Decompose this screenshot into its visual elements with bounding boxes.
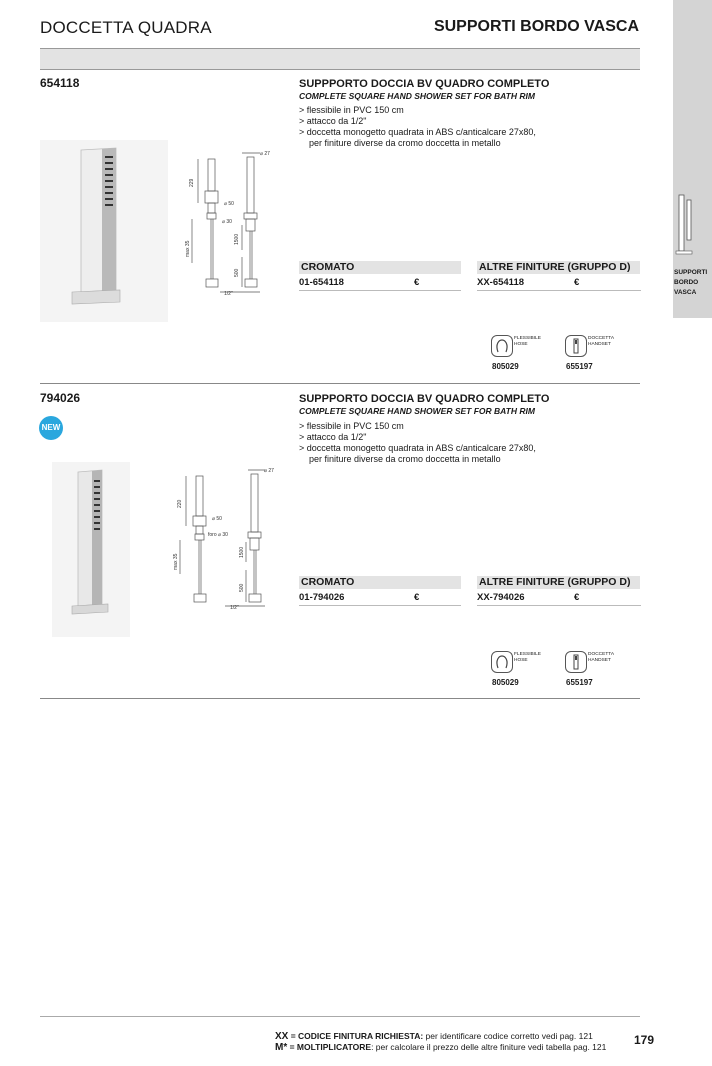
footer-line-xx: XX = CODICE FINITURA RICHIESTA: per identificare codice corretto vedi pag. 121 bbox=[275, 1031, 593, 1042]
finish-chrome-code: 01-794026 bbox=[299, 592, 345, 603]
feature-item: > doccetta monogetto quadrata in ABS c/anticalcare 27x80, bbox=[299, 127, 536, 137]
accessory-code: 805029 bbox=[492, 678, 519, 687]
section-divider bbox=[40, 383, 640, 384]
dim-hose: 1500 bbox=[239, 546, 245, 558]
product-subtitle: COMPLETE SQUARE HAND SHOWER SET FOR BATH RIM bbox=[299, 406, 535, 416]
dim-top: ⌀ 27 bbox=[260, 151, 270, 157]
dim-hose: 1500 bbox=[234, 233, 240, 245]
dim-base: ⌀ 30 bbox=[222, 219, 232, 225]
new-badge: NEW bbox=[39, 416, 63, 440]
finish-other-row bbox=[477, 591, 641, 606]
dim-thread: 1/2" bbox=[224, 291, 233, 297]
accessory-code: 655197 bbox=[566, 678, 593, 687]
product-photo bbox=[40, 140, 168, 322]
header-right-title: SUPPORTI BORDO VASCA bbox=[433, 18, 639, 35]
finish-other-code: XX-794026 bbox=[477, 592, 525, 603]
accessory-handset[interactable]: DOCCETTA HANDSET 655197 bbox=[566, 336, 615, 371]
page-number: 179 bbox=[634, 1033, 655, 1047]
side-tab-shower-icon bbox=[673, 190, 712, 260]
product-photo bbox=[52, 462, 130, 637]
dim-hand-height: 220 bbox=[177, 499, 183, 508]
accessory-handset[interactable]: DOCCETTA HANDSET 655197 bbox=[566, 652, 615, 687]
section-divider bbox=[40, 698, 640, 699]
dim-base: foro ⌀ 30 bbox=[208, 532, 228, 538]
finish-chrome-header: CROMATO bbox=[299, 576, 461, 589]
price-currency: € bbox=[574, 592, 580, 603]
feature-item: > flessibile in PVC 150 cm bbox=[299, 105, 404, 115]
footer-divider bbox=[40, 1016, 640, 1017]
dim-mid: ⌀ 50 bbox=[212, 516, 222, 522]
dim-mid: ⌀ 50 bbox=[224, 201, 234, 207]
technical-drawing bbox=[170, 462, 285, 614]
price-currency: € bbox=[574, 277, 580, 288]
feature-item: per finiture diverse da cromo doccetta in metallo bbox=[309, 454, 501, 464]
finish-other-code: XX-654118 bbox=[477, 277, 525, 288]
feature-list bbox=[299, 421, 619, 465]
header-left-title: DOCCETTA QUADRA bbox=[40, 18, 212, 37]
price-currency: € bbox=[414, 277, 420, 288]
dim-thread: 1/2" bbox=[230, 605, 239, 611]
accessory-code: 805029 bbox=[492, 362, 519, 371]
feature-item: per finiture diverse da cromo doccetta in metallo bbox=[309, 138, 501, 148]
product-title: SUPPPORTO DOCCIA BV QUADRO COMPLETO bbox=[299, 78, 550, 90]
dim-top: ⌀ 27 bbox=[264, 468, 274, 474]
footer-legend bbox=[275, 1031, 630, 1053]
finish-other-header: ALTRE FINITURE (GRUPPO D) bbox=[477, 576, 640, 589]
finish-chrome-header: CROMATO bbox=[299, 261, 461, 274]
feature-item: > attacco da 1/2" bbox=[299, 116, 367, 126]
dim-low: 500 bbox=[234, 268, 240, 277]
footer-line-m: M* = MOLTIPLICATORE: per calcolare il prezzo delle altre finiture vedi tabella pag. 121 bbox=[275, 1042, 607, 1053]
dim-low: 500 bbox=[239, 583, 245, 592]
side-tab-label: SUPPORTI BORDO VASCA bbox=[674, 269, 708, 296]
dim-max: max 35 bbox=[173, 553, 179, 570]
header-band bbox=[40, 48, 640, 70]
price-currency: € bbox=[414, 592, 420, 603]
technical-drawing bbox=[180, 145, 285, 297]
finish-chrome-row bbox=[299, 591, 461, 606]
product-subtitle: COMPLETE SQUARE HAND SHOWER SET FOR BATH RIM bbox=[299, 91, 535, 101]
feature-item: > doccetta monogetto quadrata in ABS c/anticalcare 27x80, bbox=[299, 443, 536, 453]
feature-item: > attacco da 1/2" bbox=[299, 432, 367, 442]
finish-chrome-code: 01-654118 bbox=[299, 277, 344, 288]
accessory-hose[interactable]: FLESSIBILE HOSE 805029 bbox=[492, 652, 541, 687]
dim-hand-height: 229 bbox=[189, 178, 195, 187]
dim-max: max 35 bbox=[185, 240, 191, 257]
finish-chrome-row bbox=[299, 276, 461, 291]
product-title: SUPPPORTO DOCCIA BV QUADRO COMPLETO bbox=[299, 393, 550, 405]
finish-other-header: ALTRE FINITURE (GRUPPO D) bbox=[477, 261, 640, 274]
feature-item: > flessibile in PVC 150 cm bbox=[299, 421, 404, 431]
product-code: 654118 bbox=[40, 76, 80, 90]
accessory-code: 655197 bbox=[566, 362, 593, 371]
product-code: 794026 bbox=[40, 391, 81, 405]
accessory-hose[interactable]: FLESSIBILE HOSE 805029 bbox=[492, 336, 541, 371]
feature-list bbox=[299, 105, 619, 149]
finish-other-row bbox=[477, 276, 641, 291]
